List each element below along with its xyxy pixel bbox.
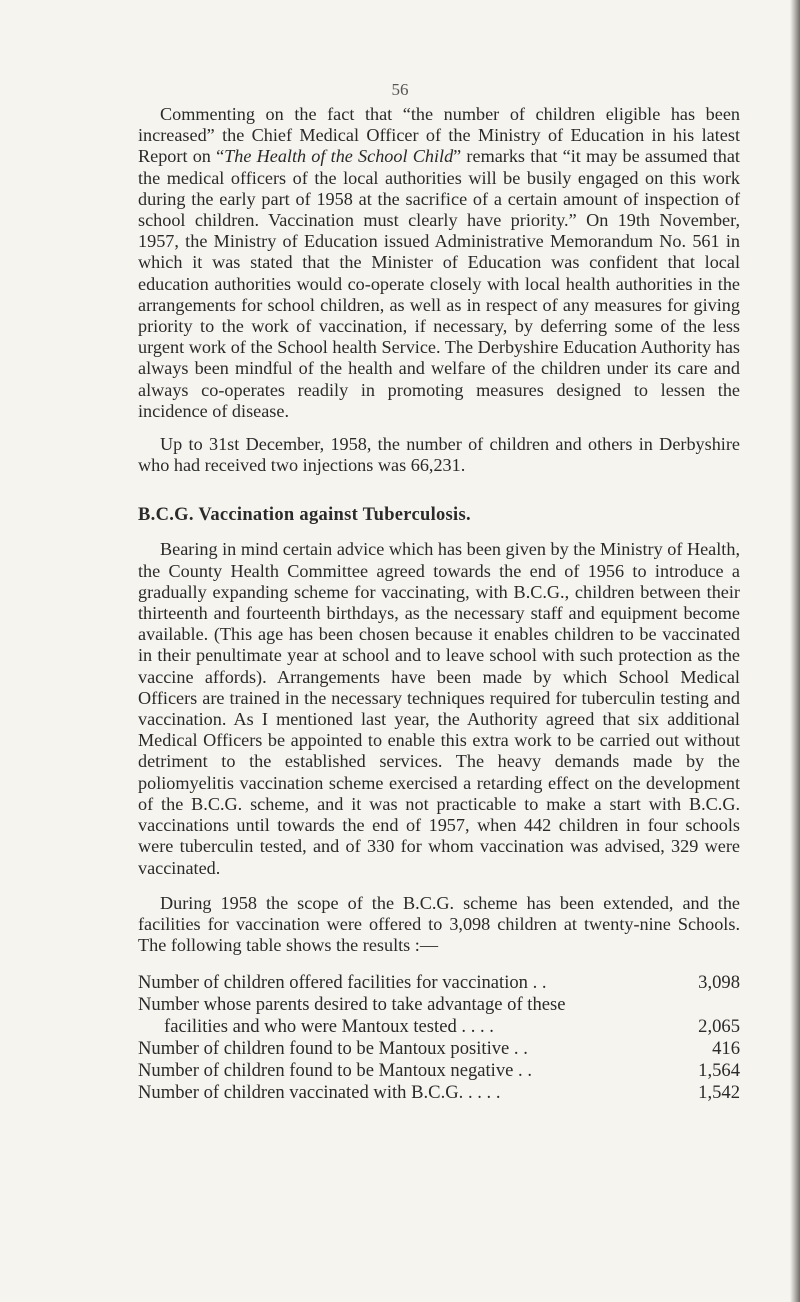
- results-row-value: 416: [712, 1038, 740, 1060]
- page-edge-shadow: [790, 0, 800, 1302]
- results-row: [138, 1038, 740, 1060]
- results-row-value: 3,098: [698, 972, 740, 994]
- report-title: The Health of the School Child: [224, 146, 454, 167]
- results-row: [138, 1082, 740, 1104]
- results-row: [138, 972, 740, 994]
- paragraph-1-after-title: ” remarks that “it may be assumed that the medical officers of the local authorities will be busily engaged on this work during the early part of 1958 at the sacrifice of a certain amount of inspection of school children. Vaccination must clearly have priority.” On 19th November, 1957, the Ministry of Education issued Administrative Memorandum No. 561 in which it was stated that the Minister of Education was confident that local education authorities would co-operate closely with local health authorities in the arrangements for school children, as well as in respect of any measures for giving priority to the work of vaccination, if necessary, by deferring some of the less urgent work of the School health Service. The Derbyshire Education Authority has always been mindful of the health and welfare of the children under its care and always co-operates readily in promoting measures designed to lessen the incidence of disease.: [138, 146, 740, 421]
- results-row: [138, 994, 740, 1038]
- paragraph-2: Up to 31st December, 1958, the number of children and others in Derbyshire who had received two injections was 66,231.: [138, 434, 740, 476]
- results-row-label: Number whose parents desired to take advantage of these: [138, 994, 566, 1016]
- section-heading: B.C.G. Vaccination against Tuberculosis.: [138, 505, 471, 526]
- page-number: 56: [391, 80, 409, 99]
- paragraph-3: Bearing in mind certain advice which has been given by the Ministry of Health, the County Health Committee agreed towards the end of 1956 to introduce a gradually expanding scheme for vaccinating, with B.C.G., children between their thirteenth and fourteenth birthdays, as the necessary staff and equipment become available. (This age has been chosen because it enables children to be vaccinated in their penultimate year at school and to leave school with such protection as the vaccine affords). Arrangements have been made by which School Medical Officers are trained in the necessary techniques required for tuberculin testing and vaccination. As I mentioned last year, the Authority agreed that six additional Medical Officers be appointed to enable this extra work to be carried out without detriment to the established services. The heavy demands made by the poliomyelitis vaccination scheme exercised a retarding effect on the development of the B.C.G. scheme, and it was not practicable to make a start with B.C.G. vaccinations until towards the end of 1957, when 442 children in four schools were tuberculin tested, and of 330 for whom vaccination was advised, 329 were vaccinated.: [138, 539, 740, 878]
- results-row: [138, 1060, 740, 1082]
- page-body: [138, 104, 740, 1104]
- results-row-label: Number of children vaccinated with B.C.G. . . . .: [138, 1082, 501, 1104]
- results-row-label: Number of children found to be Mantoux positive . .: [138, 1038, 528, 1060]
- results-row-label: Number of children found to be Mantoux negative . .: [138, 1060, 532, 1082]
- results-row-label-continued: facilities and who were Mantoux tested . . . .: [164, 1016, 494, 1038]
- results-row-value: 1,564: [698, 1060, 740, 1082]
- results-row-value: 2,065: [698, 1016, 740, 1038]
- paragraph-1: [138, 104, 740, 422]
- results-row-value: 1,542: [698, 1082, 740, 1104]
- paragraph-1-before-title: Commenting on the fact that “the number of children eligible has been increased” the Chief Medical Officer of the Ministry of Education in his latest Report on “: [138, 104, 740, 167]
- results-row-continuation: [138, 1016, 740, 1038]
- results-row-label: Number of children offered facilities for vaccination . .: [138, 972, 547, 994]
- paragraph-4: During 1958 the scope of the B.C.G. scheme has been extended, and the facilities for vaccination were offered to 3,098 children at twenty-nine Schools. The following table shows the results :—: [138, 892, 740, 956]
- results-table: [138, 972, 740, 1104]
